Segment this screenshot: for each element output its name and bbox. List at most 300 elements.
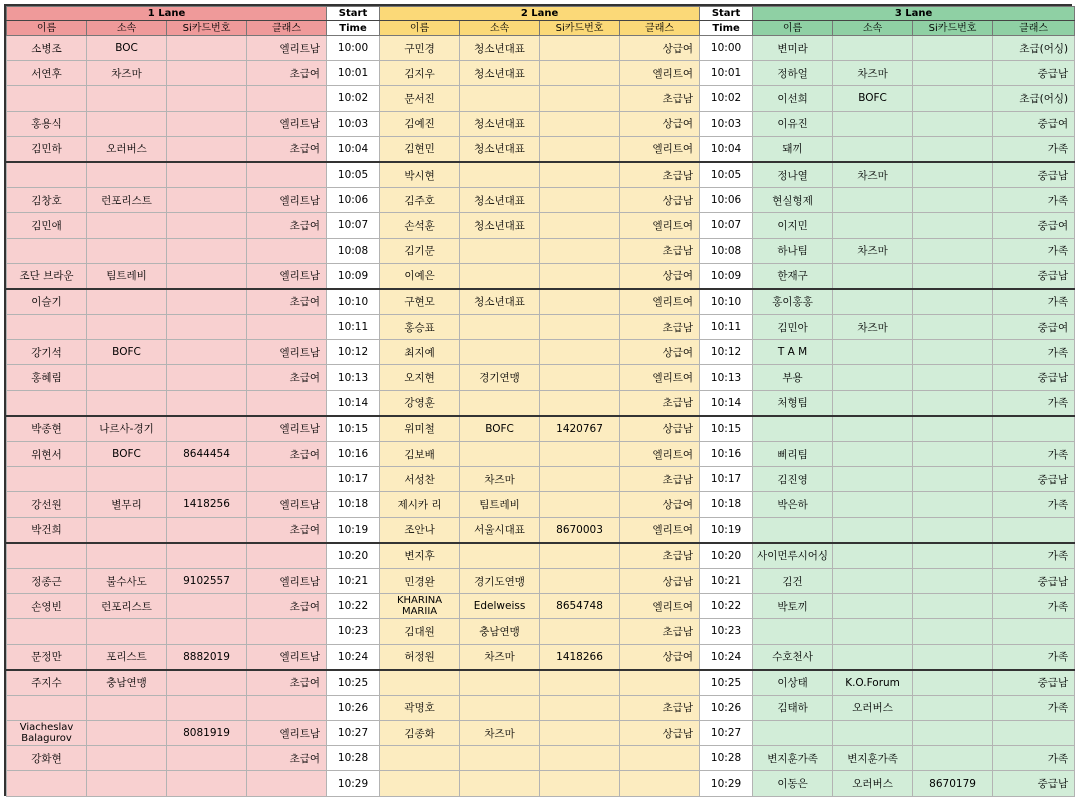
runner-name: 곽명호 [380, 695, 460, 720]
runner-class: 엘리트여 [620, 61, 700, 86]
runner-class: 초급남 [620, 619, 700, 644]
start-time: 10:02 [700, 86, 753, 111]
runner-name: 처형팀 [753, 390, 833, 416]
runner-name: 강선원 [7, 492, 87, 517]
runner-team [833, 721, 913, 746]
runner-name [7, 695, 87, 720]
si-card-number [167, 467, 247, 492]
start-time: 10:03 [700, 111, 753, 136]
runner-name: 정나열 [753, 162, 833, 188]
si-card-number [913, 340, 993, 365]
runner-team [87, 390, 167, 416]
runner-class: 초급여 [247, 517, 327, 543]
table-row [7, 543, 1075, 569]
runner-class: 가족 [993, 390, 1075, 416]
runner-team [460, 390, 540, 416]
runner-name: 김주호 [380, 188, 460, 213]
runner-team [460, 238, 540, 263]
start-time: 10:21 [327, 568, 380, 593]
runner-team [460, 340, 540, 365]
runner-name: 이지민 [753, 213, 833, 238]
si-card-number [913, 644, 993, 670]
runner-team: 차즈마 [833, 238, 913, 263]
runner-class: 중급남 [993, 365, 1075, 390]
runner-name: 변지후 [380, 543, 460, 569]
si-card-number [167, 86, 247, 111]
start-time: 10:15 [327, 416, 380, 442]
runner-class: 가족 [993, 594, 1075, 619]
runner-name: 김민아 [753, 315, 833, 340]
runner-team [833, 36, 913, 61]
runner-team [833, 390, 913, 416]
start-time: 10:10 [700, 289, 753, 315]
runner-name: 정종근 [7, 568, 87, 593]
si-card-number [540, 771, 620, 796]
si-card-number [540, 213, 620, 238]
runner-class: 엘리트여 [620, 517, 700, 543]
runner-class: 중급여 [993, 213, 1075, 238]
si-card-number [167, 390, 247, 416]
start-time: 10:25 [700, 670, 753, 696]
runner-name: 돼끼 [753, 136, 833, 162]
runner-class: 엘리트여 [620, 136, 700, 162]
si-card-number [540, 162, 620, 188]
start-list-body [7, 36, 1075, 797]
runner-name: 현실형제 [753, 188, 833, 213]
runner-class: 초급여 [247, 670, 327, 696]
runner-name: 김진영 [753, 467, 833, 492]
runner-class: 가족 [993, 695, 1075, 720]
runner-name: 소병조 [7, 36, 87, 61]
runner-team: 런포리스트 [87, 594, 167, 619]
runner-team [87, 238, 167, 263]
si-card-number [540, 619, 620, 644]
table-row [7, 289, 1075, 315]
start-time: 10:19 [327, 517, 380, 543]
si-card-number: 9102557 [167, 568, 247, 593]
si-card-number [540, 365, 620, 390]
runner-class [247, 695, 327, 720]
runner-name: 홍승표 [380, 315, 460, 340]
si-card-number [540, 543, 620, 569]
runner-name: 이선희 [753, 86, 833, 111]
runner-class [247, 771, 327, 796]
runner-name: 박시현 [380, 162, 460, 188]
runner-class [247, 619, 327, 644]
runner-team [87, 517, 167, 543]
runner-class [620, 746, 700, 771]
runner-class: 가족 [993, 746, 1075, 771]
start-time: 10:27 [700, 721, 753, 746]
runner-class: 가족 [993, 289, 1075, 315]
col-class: 클래스 [620, 21, 700, 36]
table-row [7, 492, 1075, 517]
runner-team: 별무리 [87, 492, 167, 517]
runner-name [753, 517, 833, 543]
runner-name: 이유진 [753, 111, 833, 136]
table-row [7, 442, 1075, 467]
runner-team [833, 467, 913, 492]
col-class: 클래스 [247, 21, 327, 36]
start-time: 10:20 [700, 543, 753, 569]
start-time: 10:17 [700, 467, 753, 492]
si-card-number [540, 442, 620, 467]
runner-name: 서성찬 [380, 467, 460, 492]
runner-name: 이상태 [753, 670, 833, 696]
start-time: 10:12 [327, 340, 380, 365]
si-card-number [167, 340, 247, 365]
runner-name: 주지수 [7, 670, 87, 696]
runner-class: 가족 [993, 340, 1075, 365]
runner-class: 엘리트남 [247, 568, 327, 593]
start-time: 10:27 [327, 721, 380, 746]
start-time: 10:24 [327, 644, 380, 670]
runner-team [833, 136, 913, 162]
runner-team: 차즈마 [460, 644, 540, 670]
si-card-number [540, 721, 620, 746]
table-row [7, 365, 1075, 390]
table-row [7, 263, 1075, 289]
table-row [7, 340, 1075, 365]
si-card-number [913, 289, 993, 315]
runner-team: 청소년대표 [460, 61, 540, 86]
runner-name: 서연후 [7, 61, 87, 86]
runner-class: 초급여 [247, 213, 327, 238]
runner-team [87, 619, 167, 644]
runner-name: 민경완 [380, 568, 460, 593]
runner-class: 초급여 [247, 594, 327, 619]
runner-team: BOFC [460, 416, 540, 442]
runner-team [833, 543, 913, 569]
si-card-number [913, 213, 993, 238]
runner-team: K.O.Forum [833, 670, 913, 696]
runner-team: 경기연맹 [460, 365, 540, 390]
runner-team [833, 365, 913, 390]
runner-team: 차즈마 [460, 467, 540, 492]
start-time: 10:01 [327, 61, 380, 86]
table-row [7, 162, 1075, 188]
table-row [7, 771, 1075, 796]
runner-name: 정하얼 [753, 61, 833, 86]
runner-class: 초급남 [620, 86, 700, 111]
runner-class: 초급여 [247, 442, 327, 467]
start-time: 10:08 [700, 238, 753, 263]
start-time: 10:06 [700, 188, 753, 213]
runner-class: 엘리트남 [247, 340, 327, 365]
runner-class [993, 721, 1075, 746]
start-time: 10:29 [700, 771, 753, 796]
si-card-number [913, 61, 993, 86]
runner-class: 중급여 [993, 315, 1075, 340]
runner-team [87, 111, 167, 136]
si-card-number [540, 61, 620, 86]
runner-class: 엘리트여 [620, 442, 700, 467]
runner-class: 초급여 [247, 61, 327, 86]
table-row [7, 695, 1075, 720]
runner-team: 팀트레비 [87, 263, 167, 289]
runner-class [247, 86, 327, 111]
runner-name: 김창호 [7, 188, 87, 213]
start-time: 10:06 [327, 188, 380, 213]
si-card-number [540, 263, 620, 289]
start-time: 10:13 [327, 365, 380, 390]
runner-name [7, 86, 87, 111]
runner-team: 서울시대표 [460, 517, 540, 543]
runner-name: 홍이홍홍 [753, 289, 833, 315]
si-card-number [167, 61, 247, 86]
runner-name [7, 619, 87, 644]
runner-class: 엘리트여 [620, 213, 700, 238]
start-time: 10:01 [700, 61, 753, 86]
runner-team [87, 289, 167, 315]
runner-team [460, 695, 540, 720]
si-card-number [913, 136, 993, 162]
si-card-number [167, 263, 247, 289]
table-row [7, 390, 1075, 416]
si-card-number: 8081919 [167, 721, 247, 746]
start-time: 10:28 [700, 746, 753, 771]
runner-class: 상급여 [620, 36, 700, 61]
runner-team [833, 594, 913, 619]
runner-class [993, 517, 1075, 543]
start-time: 10:02 [327, 86, 380, 111]
runner-name: 허정원 [380, 644, 460, 670]
col-si: Si카드번호 [913, 21, 993, 36]
runner-class [620, 670, 700, 696]
runner-class: 초급(어싱) [993, 36, 1075, 61]
runner-team [460, 315, 540, 340]
si-card-number: 8670179 [913, 771, 993, 796]
runner-name: 구현모 [380, 289, 460, 315]
runner-team: 나르사-경기 [87, 416, 167, 442]
col-name: 이름 [7, 21, 87, 36]
runner-class [993, 619, 1075, 644]
si-card-number [540, 315, 620, 340]
runner-team [833, 517, 913, 543]
si-card-number [913, 543, 993, 569]
table-row [7, 111, 1075, 136]
runner-team: 청소년대표 [460, 111, 540, 136]
start-time: 10:03 [327, 111, 380, 136]
start-time: 10:11 [327, 315, 380, 340]
runner-class: 초급남 [620, 238, 700, 263]
runner-team [460, 746, 540, 771]
si-card-number [540, 390, 620, 416]
runner-class: 상급여 [620, 492, 700, 517]
runner-name [753, 619, 833, 644]
runner-class: 초급남 [620, 315, 700, 340]
runner-team [460, 670, 540, 696]
runner-team [833, 568, 913, 593]
start-header: Start [700, 7, 753, 21]
runner-team [87, 695, 167, 720]
si-card-number [540, 136, 620, 162]
si-card-number [913, 188, 993, 213]
runner-team: Edelweiss [460, 594, 540, 619]
runner-class [247, 238, 327, 263]
runner-team [833, 442, 913, 467]
table-row [7, 644, 1075, 670]
runner-name: 한재구 [753, 263, 833, 289]
start-time: 10:23 [700, 619, 753, 644]
si-card-number [913, 467, 993, 492]
si-card-number [167, 517, 247, 543]
start-list-table [6, 6, 1075, 797]
runner-team [833, 188, 913, 213]
runner-class: 가족 [993, 188, 1075, 213]
runner-name: 김보배 [380, 442, 460, 467]
si-card-number [167, 315, 247, 340]
runner-name: 강기석 [7, 340, 87, 365]
start-time: 10:16 [700, 442, 753, 467]
si-card-number [540, 746, 620, 771]
si-card-number [540, 467, 620, 492]
runner-class: 상급여 [620, 644, 700, 670]
si-card-number [913, 365, 993, 390]
runner-name: 박건희 [7, 517, 87, 543]
si-card-number [913, 746, 993, 771]
si-card-number [913, 416, 993, 442]
table-row [7, 594, 1075, 619]
si-card-number [913, 442, 993, 467]
runner-team: 오러버스 [87, 136, 167, 162]
runner-name: 김민하 [7, 136, 87, 162]
runner-team [833, 619, 913, 644]
start-time: 10:25 [327, 670, 380, 696]
table-row [7, 86, 1075, 111]
runner-name: 김현민 [380, 136, 460, 162]
si-card-number [540, 670, 620, 696]
runner-team [833, 644, 913, 670]
table-row [7, 315, 1075, 340]
runner-class: 중급남 [993, 162, 1075, 188]
si-card-number [167, 213, 247, 238]
start-time: 10:14 [327, 390, 380, 416]
si-card-number [913, 36, 993, 61]
si-card-number [913, 492, 993, 517]
si-card-number [913, 111, 993, 136]
runner-team [460, 543, 540, 569]
runner-team [87, 213, 167, 238]
runner-team: 충남연맹 [87, 670, 167, 696]
si-card-number [540, 568, 620, 593]
start-time: 10:14 [700, 390, 753, 416]
start-time: 10:11 [700, 315, 753, 340]
start-time: 10:17 [327, 467, 380, 492]
runner-class: 상급남 [620, 721, 700, 746]
runner-class [247, 315, 327, 340]
runner-name: 오지현 [380, 365, 460, 390]
lane3-header: 3 Lane [753, 7, 1075, 21]
runner-name [7, 162, 87, 188]
runner-name: 변지훈가족 [753, 746, 833, 771]
start-time: 10:29 [327, 771, 380, 796]
lane2-header: 2 Lane [380, 7, 700, 21]
start-time: 10:26 [700, 695, 753, 720]
time-header: Time [700, 21, 753, 36]
runner-team [87, 721, 167, 746]
start-time: 10:21 [700, 568, 753, 593]
runner-class: 초급여 [247, 746, 327, 771]
runner-team: BOC [87, 36, 167, 61]
runner-team: BOFC [87, 340, 167, 365]
start-time: 10:24 [700, 644, 753, 670]
runner-name: 김지우 [380, 61, 460, 86]
start-time: 10:05 [700, 162, 753, 188]
runner-name: 홍혜림 [7, 365, 87, 390]
runner-name [7, 390, 87, 416]
si-card-number [913, 238, 993, 263]
runner-class: 가족 [993, 543, 1075, 569]
runner-team: 차즈마 [87, 61, 167, 86]
runner-name [7, 315, 87, 340]
runner-class: 엘리트여 [620, 594, 700, 619]
col-class: 클래스 [993, 21, 1075, 36]
runner-team [87, 365, 167, 390]
runner-class: 엘리트남 [247, 416, 327, 442]
runner-name: 조단 브라운 [7, 263, 87, 289]
start-time: 10:04 [327, 136, 380, 162]
col-team: 소속 [87, 21, 167, 36]
start-time: 10:18 [700, 492, 753, 517]
runner-team: 청소년대표 [460, 289, 540, 315]
runner-class: 엘리트남 [247, 36, 327, 61]
si-card-number [913, 390, 993, 416]
start-time: 10:26 [327, 695, 380, 720]
runner-name: 조안나 [380, 517, 460, 543]
table-row [7, 61, 1075, 86]
start-time: 10:22 [700, 594, 753, 619]
si-card-number [167, 188, 247, 213]
start-time: 10:19 [700, 517, 753, 543]
start-time: 10:28 [327, 746, 380, 771]
runner-class: 초급남 [620, 162, 700, 188]
runner-class: 가족 [993, 136, 1075, 162]
si-card-number [167, 162, 247, 188]
runner-name: 위미철 [380, 416, 460, 442]
runner-name: 이동은 [753, 771, 833, 796]
col-team: 소속 [833, 21, 913, 36]
si-card-number [540, 695, 620, 720]
runner-name [380, 670, 460, 696]
start-list-sheet [4, 4, 1072, 796]
runner-name: 김대원 [380, 619, 460, 644]
start-time: 10:12 [700, 340, 753, 365]
si-card-number [913, 162, 993, 188]
runner-name [7, 543, 87, 569]
runner-team: 충남연맹 [460, 619, 540, 644]
si-card-number: 1420767 [540, 416, 620, 442]
runner-team: 변지훈가족 [833, 746, 913, 771]
runner-class: 초급남 [620, 467, 700, 492]
runner-team: BOFC [833, 86, 913, 111]
runner-team [833, 492, 913, 517]
si-card-number [167, 111, 247, 136]
start-time: 10:18 [327, 492, 380, 517]
runner-team: 차즈마 [833, 315, 913, 340]
runner-name: 위현서 [7, 442, 87, 467]
runner-name: T A M [753, 340, 833, 365]
table-row [7, 36, 1075, 61]
runner-name [753, 721, 833, 746]
runner-class: 엘리트남 [247, 263, 327, 289]
runner-team: 차즈마 [833, 61, 913, 86]
runner-team: 청소년대표 [460, 213, 540, 238]
runner-team [87, 162, 167, 188]
runner-team [833, 111, 913, 136]
runner-team: 포리스트 [87, 644, 167, 670]
start-time: 10:04 [700, 136, 753, 162]
